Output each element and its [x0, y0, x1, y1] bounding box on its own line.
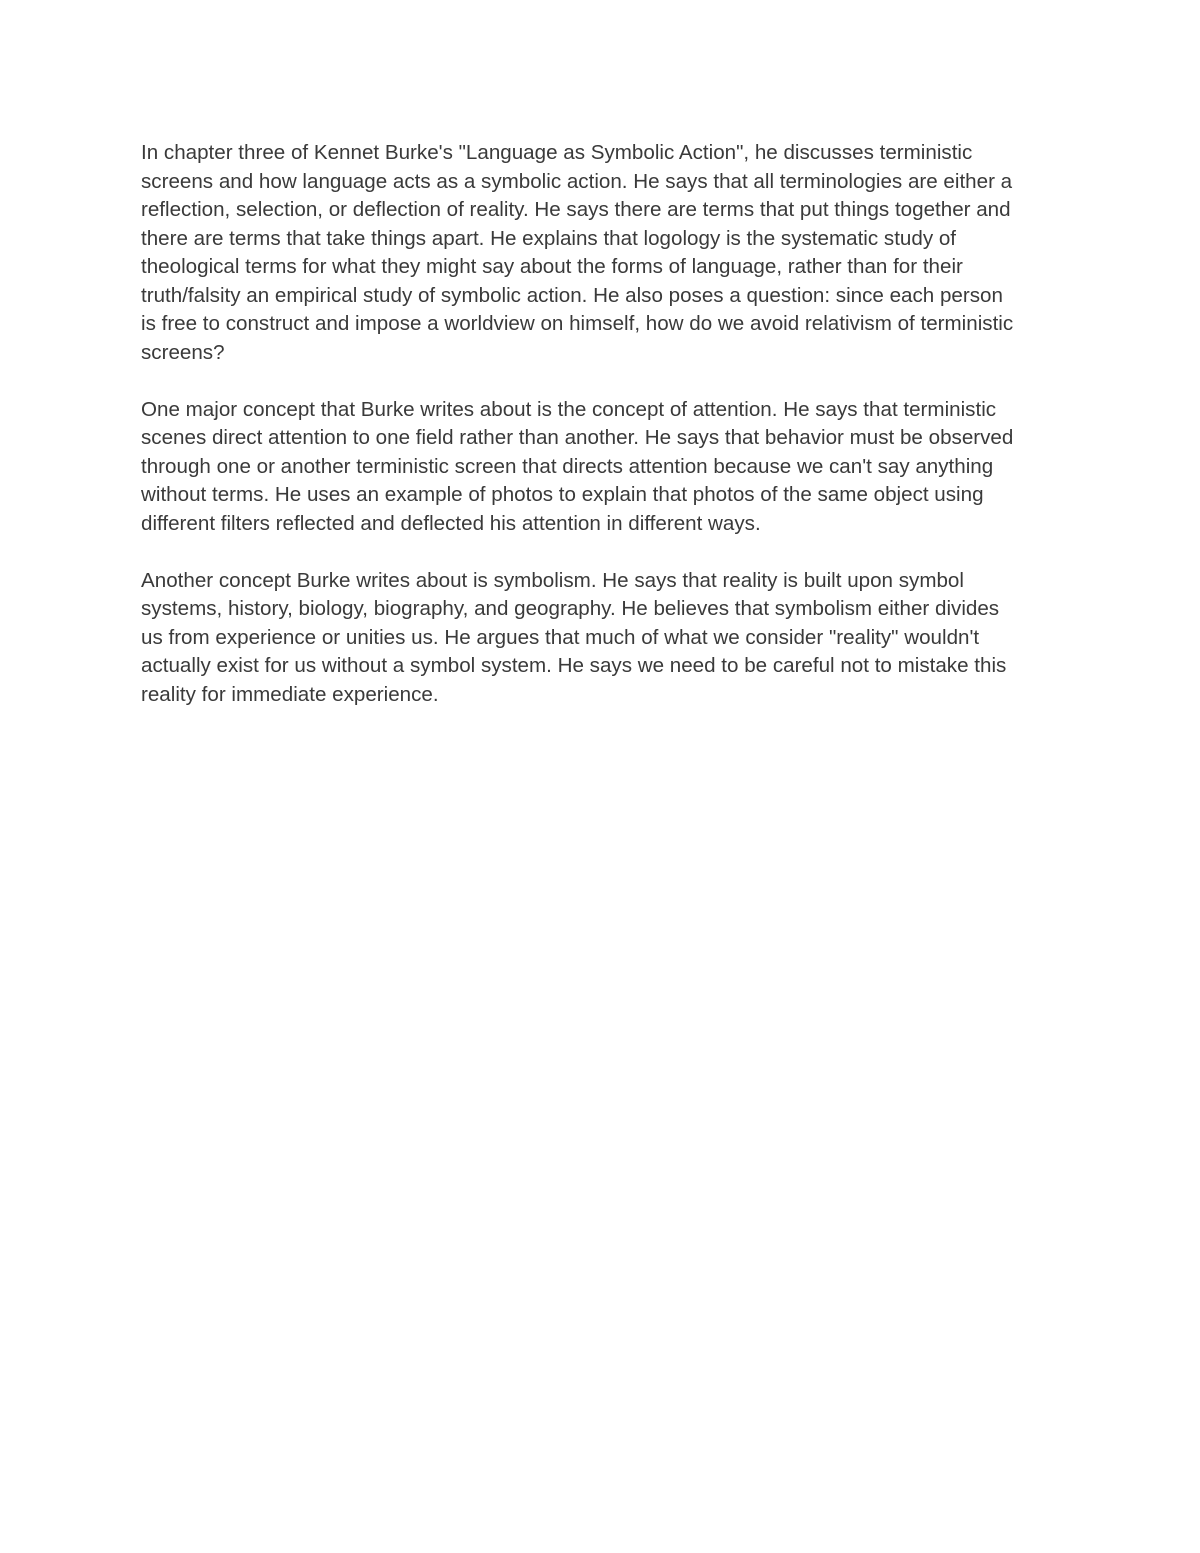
- text-line: screens?: [141, 340, 225, 364]
- paragraph-2: [141, 396, 1061, 539]
- text-line: theological terms for what they might say about the forms of language, rather than for their: [141, 255, 963, 278]
- text-line: through one or another terministic screen that directs attention because we can't say anything: [141, 454, 994, 478]
- text-line: In chapter three of Kennet Burke's "Language as Symbolic Action", he discusses terministic: [141, 141, 973, 164]
- text-line: One major concept that Burke writes about is the concept of attention. He says that terministic: [141, 397, 997, 421]
- text-line: is free to construct and impose a worldview on himself, how do we avoid relativism of terministic: [141, 312, 1014, 335]
- text-line: without terms. He uses an example of photos to explain that photos of the same object using: [141, 483, 984, 506]
- paragraph-3: [141, 567, 1061, 710]
- text-line: there are terms that take things apart. He explains that logology is the systematic study of: [141, 226, 957, 250]
- text-line: screens and how language acts as a symbolic action. He says that all terminologies are either a: [141, 169, 1013, 193]
- text-line: us from experience or unities us. He argues that much of what we consider "reality" wouldn't: [141, 625, 980, 649]
- text-line: reflection, selection, or deflection of reality. He says there are terms that put things together and: [141, 198, 1011, 221]
- paragraph-1: [141, 139, 1061, 367]
- document-body: [141, 139, 1061, 709]
- text-line: truth/falsity an empirical study of symbolic action. He also poses a question: since each person: [141, 283, 1003, 307]
- text-line: different filters reflected and deflected his attention in different ways.: [141, 511, 761, 535]
- text-line: systems, history, biology, biography, and geography. He believes that symbolism either divides: [141, 597, 1000, 620]
- text-line: Another concept Burke writes about is symbolism. He says that reality is built upon symbol: [141, 568, 964, 592]
- text-line: reality for immediate experience.: [141, 682, 439, 706]
- text-line: actually exist for us without a symbol system. He says we need to be careful not to mistake this: [141, 654, 1007, 677]
- text-line: scenes direct attention to one field rather than another. He says that behavior must be observed: [141, 426, 1014, 449]
